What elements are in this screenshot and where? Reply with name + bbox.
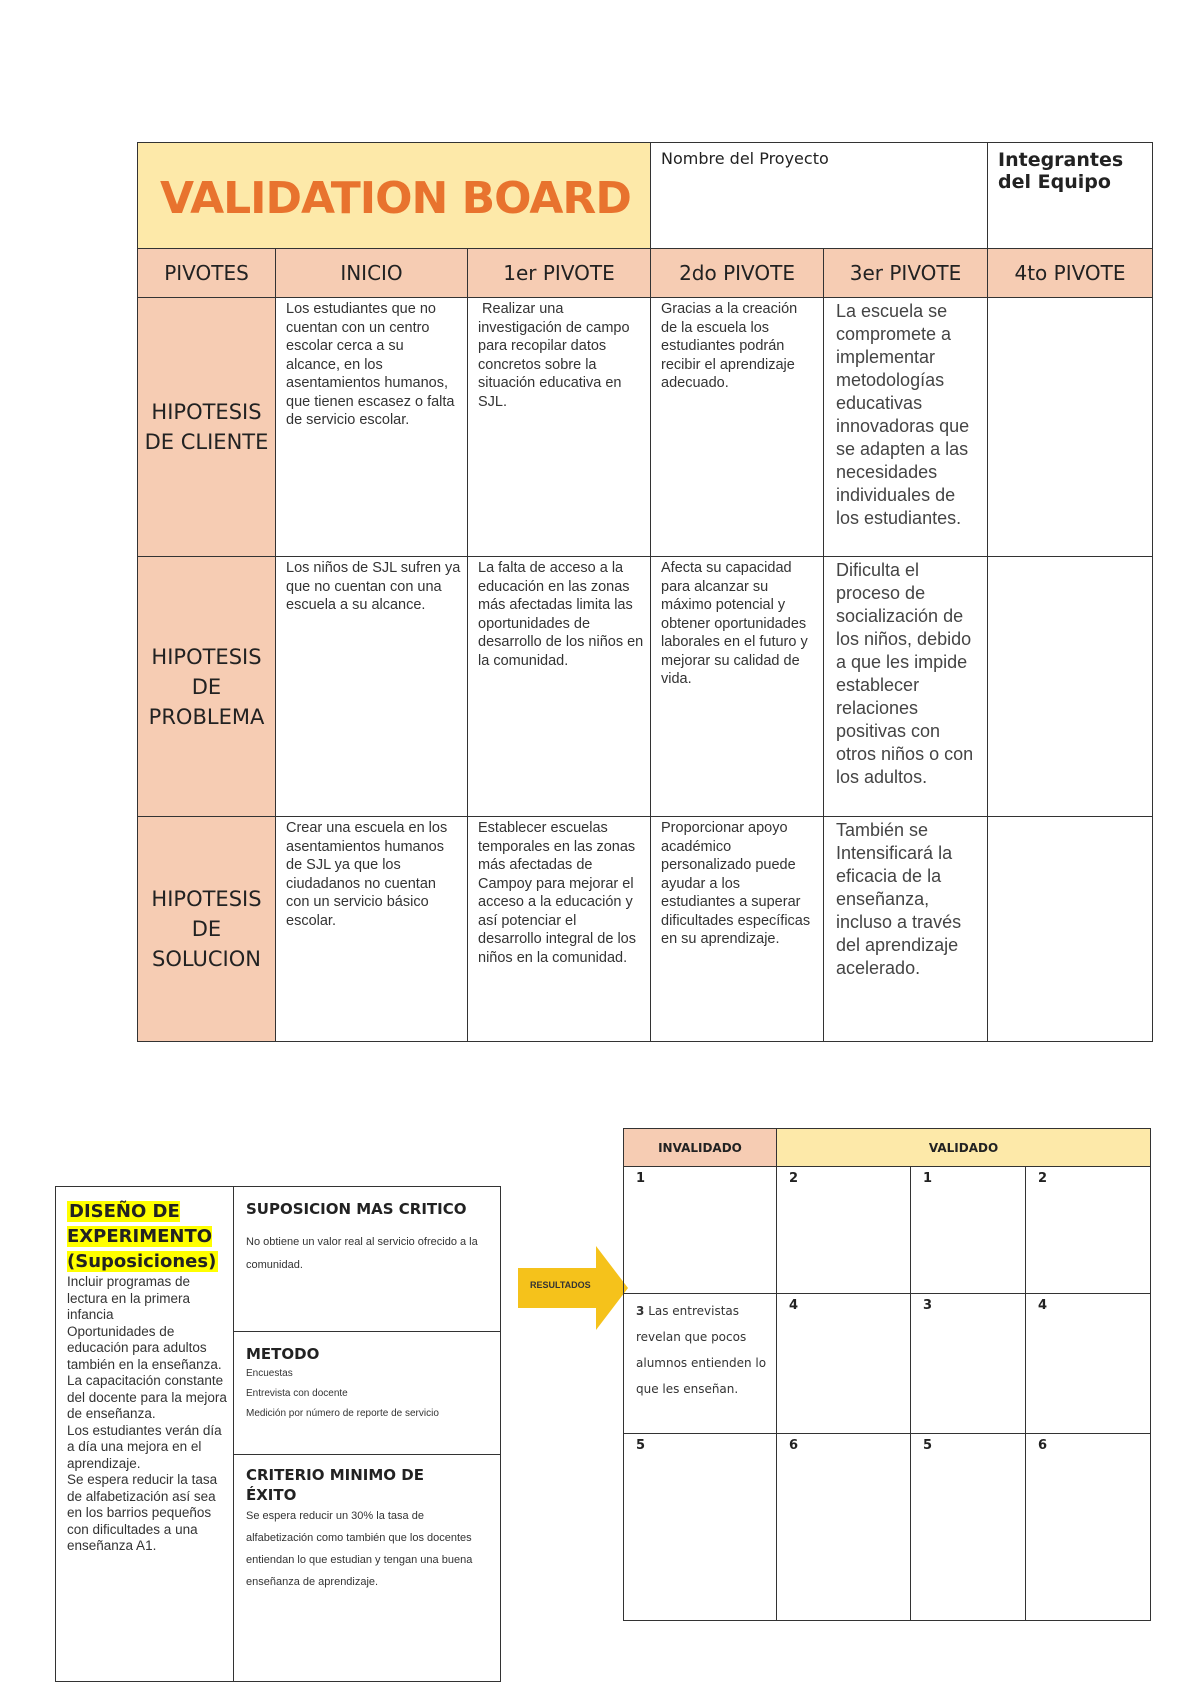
validated-header: VALIDADO xyxy=(777,1129,1151,1167)
method-item: Entrevista con docente xyxy=(246,1388,348,1399)
cell-pivot-4 xyxy=(988,817,1153,1042)
success-criteria-title: CRITERIO MINIMO DE ÉXITO xyxy=(246,1466,424,1504)
critical-assumption-cell xyxy=(234,1187,501,1332)
method-title: METODO xyxy=(246,1345,320,1363)
result-cell: 2 xyxy=(1026,1167,1151,1294)
results-row xyxy=(624,1434,1151,1621)
team-members-cell: Integrantes del Equipo xyxy=(988,143,1153,249)
cell-pivot-2: Proporcionar apoyo académico personalizado puede ayudar a los estudiantes a superar dificultades específicas en su aprendizaje. xyxy=(651,817,824,1042)
cell-pivot-2: Afecta su capacidad para alcanzar su máximo potencial y obtener oportunidades laborales en el futuro y mejorar su calidad de vida. xyxy=(651,557,824,817)
cell-pivot-2: Gracias a la creación de la escuela los estudiantes podrán recibir el aprendizaje adecuado. xyxy=(651,298,824,557)
assumptions-cell xyxy=(56,1187,234,1682)
col-header-pivot-2: 2do PIVOTE xyxy=(651,249,824,298)
cell-pivot-1: Establecer escuelas temporales en las zonas más afectadas de Campoy para mejorar el acceso a la educación y así potenciar el desarrollo integral de los niños en la comunidad. xyxy=(468,817,651,1042)
result-cell: 5 xyxy=(911,1434,1026,1621)
result-cell: 4 xyxy=(1026,1294,1151,1434)
result-cell: 6 xyxy=(777,1434,911,1621)
cell-pivot-1: La falta de acceso a la educación en las zonas más afectadas limita las oportunidades de desarrollo de los niños en la comunidad. xyxy=(468,557,651,817)
col-header-pivot-1: 1er PIVOTE xyxy=(468,249,651,298)
cell-inicio: Los niños de SJL sufren ya que no cuentan con una escuela a su alcance. xyxy=(276,557,468,817)
experiment-design-table xyxy=(55,1186,501,1682)
cell-pivot-3: También se Intensificará la eficacia de la enseñanza, incluso a través del aprendizaje acelerado. xyxy=(824,817,988,1042)
invalidated-header: INVALIDADO xyxy=(624,1129,777,1167)
cell-inicio: Los estudiantes que no cuentan con un centro escolar cerca a su alcance, en los asentamientos humanos, que tienen escasez o falta de servicio escolar. xyxy=(276,298,468,557)
cell-pivot-3: La escuela se compromete a implementar metodologías educativas innovadoras que se adapten a las necesidades individuales de los estudiantes. xyxy=(824,298,988,557)
validation-board xyxy=(137,142,1153,1042)
row-label: HIPOTESIS DE CLIENTE xyxy=(138,298,276,557)
result-cell: 2 xyxy=(777,1167,911,1294)
col-header-pivot-4: 4to PIVOTE xyxy=(988,249,1153,298)
project-name-cell: Nombre del Proyecto xyxy=(651,143,988,249)
cell-pivot-4 xyxy=(988,557,1153,817)
cell-inicio: Crear una escuela en los asentamientos humanos de SJL ya que los ciudadanos no cuentan con un servicio básico escolar. xyxy=(276,817,468,1042)
results-row xyxy=(624,1167,1151,1294)
result-number: 3 xyxy=(636,1304,645,1318)
cell-pivot-4 xyxy=(988,298,1153,557)
col-header-pivotes: PIVOTES xyxy=(138,249,276,298)
result-cell: 1 xyxy=(911,1167,1026,1294)
method-item: Encuestas xyxy=(246,1368,293,1379)
critical-assumption-title: SUPOSICION MAS CRITICO xyxy=(246,1200,467,1218)
result-cell-with-note xyxy=(624,1294,777,1434)
col-header-inicio: INICIO xyxy=(276,249,468,298)
board-title: VALIDATION BOARD xyxy=(160,173,631,224)
result-cell: 1 xyxy=(624,1167,777,1294)
pivot-header-row xyxy=(138,249,1153,298)
result-cell: 5 xyxy=(624,1434,777,1621)
result-cell: 3 xyxy=(911,1294,1026,1434)
experiment-title: DISEÑO DE EXPERIMENTO (Suposiciones) xyxy=(67,1201,217,1272)
board-title-cell xyxy=(138,143,651,249)
method-cell xyxy=(234,1332,501,1455)
row-hipotesis-cliente xyxy=(138,298,1153,557)
result-note: Las entrevistas revelan que pocos alumnos entienden lo que les enseñan. xyxy=(636,1304,767,1396)
critical-assumption-text: No obtiene un valor real al servicio ofrecido a la comunidad. xyxy=(246,1236,478,1271)
results-row xyxy=(624,1294,1151,1434)
row-hipotesis-solucion xyxy=(138,817,1153,1042)
success-criteria-cell xyxy=(234,1455,501,1682)
result-cell: 6 xyxy=(1026,1434,1151,1621)
success-criteria-text: Se espera reducir un 30% la tasa de alfabetización como también que los docentes entiendan lo que estudian y tengan una buena enseñanza de aprendizaje. xyxy=(246,1510,473,1588)
assumptions-text: Incluir programas de lectura en la primera infancia Oportunidades de educación para adultos también en la enseñanza. La capacitación constante del docente para la mejora de enseñanza. Los estudiantes verán día a día una mejora en el aprendizaje. Se espera reducir la tasa de alfabetización así sea en los barrios pequeños con dificultades a una enseñanza A1. xyxy=(67,1274,227,1553)
cell-pivot-3: Dificulta el proceso de socialización de los niños, debido a que les impide establecer relaciones positivas con otros niños o con los adultos. xyxy=(824,557,988,817)
result-cell: 4 xyxy=(777,1294,911,1434)
row-label: HIPOTESIS DE PROBLEMA xyxy=(138,557,276,817)
method-item: Medición por número de reporte de servicio xyxy=(246,1408,439,1419)
results-arrow-icon xyxy=(518,1246,628,1336)
cell-pivot-1: Realizar una investigación de campo para recopilar datos concretos sobre la situación educativa en SJL. xyxy=(468,298,651,557)
results-grid xyxy=(623,1128,1151,1621)
col-header-pivot-3: 3er PIVOTE xyxy=(824,249,988,298)
row-label: HIPOTESIS DE SOLUCION xyxy=(138,817,276,1042)
results-arrow-label: RESULTADOS xyxy=(530,1280,591,1290)
row-hipotesis-problema xyxy=(138,557,1153,817)
